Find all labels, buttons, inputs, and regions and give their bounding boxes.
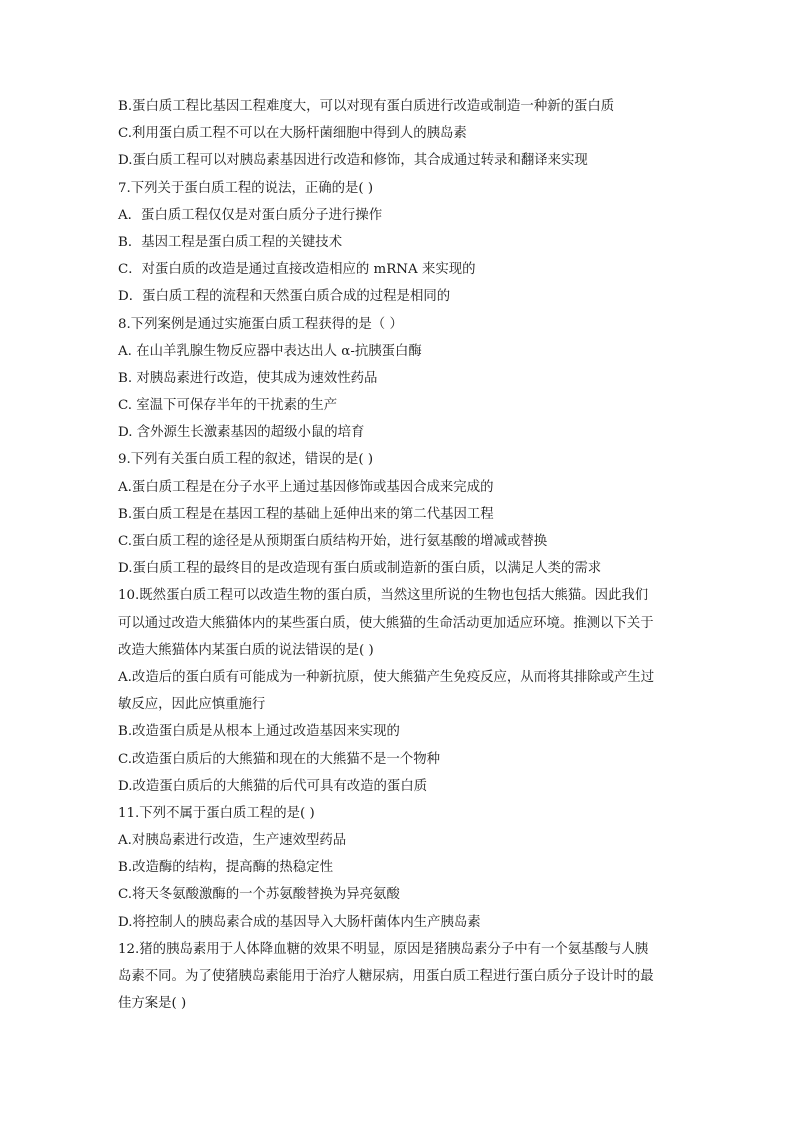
question-9-option-c: C.蛋白质工程的途径是从预期蛋白质结构开始，进行氨基酸的增减或替换 [118,534,548,549]
text-line: B.蛋白质工程比基因工程难度大，可以对现有蛋白质进行改造或制造一种新的蛋白质 [118,99,615,114]
question-10-option-c: C.改造蛋白质后的大熊猫和现在的大熊猫不是一个物种 [118,751,441,767]
question-10-option-a: A.改造后的蛋白质有可能成为一种新抗原，使大熊猫产生免疫反应，从而将其排除或产生过 [118,669,655,685]
text-line: C.利用蛋白质工程不可以在大肠杆菌细胞中得到人的胰岛素 [118,126,467,142]
question-8-option-d: D. 含外源生长激素基因的超级小鼠的培育 [118,425,365,441]
question-8-option-a: A. 在山羊乳腺生物反应器中表达出人 α-抗胰蛋白酶 [118,343,422,359]
question-12-stem-cont: 岛素不同。为了使猪胰岛素能用于治疗人糖尿病，用蛋白质工程进行蛋白质分子设计时的最 [118,969,654,984]
question-10-option-b: B.改造蛋白质是从根本上通过改造基因来实现的 [118,724,400,740]
question-9-option-d: D.蛋白质工程的最终目的是改造现有蛋白质或制造新的蛋白质，以满足人类的需求 [118,561,602,577]
question-7-stem: 7.下列关于蛋白质工程的说法，正确的是( ) [118,180,374,196]
question-10-stem-cont: 改造大熊猫体内某蛋白质的说法错误的是( ) [118,642,374,658]
question-10-stem: 10.既然蛋白质工程可以改造生物的蛋白质，当然这里所说的生物也包括大熊猫。因此我们 [118,588,649,604]
text-line: D.蛋白质工程可以对胰岛素基因进行改造和修饰，其合成通过转录和翻译来实现 [118,153,588,169]
question-8-option-b: B. 对胰岛素进行改造，使其成为速效性药品 [118,370,378,386]
question-11-stem: 11.下列不属于蛋白质工程的是( ) [118,805,315,821]
question-10-option-d: D.改造蛋白质后的大熊猫的后代可具有改造的蛋白质 [118,778,428,794]
question-12-stem-cont: 佳方案是( ) [118,996,187,1012]
question-10-stem-cont: 可以通过改造大熊猫体内的某些蛋白质，使大熊猫的生命活动更加适应环境。推测以下关于 [118,615,654,631]
question-11-option-c: C.将天冬氨酸激酶的一个苏氨酸替换为异亮氨酸 [118,887,400,903]
question-9-option-b: B.蛋白质工程是在基因工程的基础上延伸出来的第二代基因工程 [118,506,494,522]
question-content [118,93,680,1017]
question-11-option-a: A.对胰岛素进行改造，生产速效型药品 [118,833,347,849]
question-11-option-d: D.将控制人的胰岛素合成的基因导入大肠杆菌体内生产胰岛素 [118,914,481,930]
question-7-option-b: B．基因工程是蛋白质工程的关键技术 [118,234,343,250]
question-7-option-c: C．对蛋白质的改造是通过直接改造相应的 mRNA 来实现的 [118,262,476,278]
question-11-option-b: B.改造酶的结构，提高酶的热稳定性 [118,860,333,876]
question-12-stem: 12.猪的胰岛素用于人体降血糖的效果不明显，原因是猪胰岛素分子中有一个氨基酸与人胰 [118,941,649,957]
question-7-option-a: A．蛋白质工程仅仅是对蛋白质分子进行操作 [118,207,383,223]
question-8-stem: 8.下列案例是通过实施蛋白质工程获得的是（ ） [118,316,403,332]
question-8-option-c: C. 室温下可保存半年的干扰素的生产 [118,398,338,414]
question-9-stem: 9.下列有关蛋白质工程的叙述，错误的是( ) [118,452,374,468]
question-9-option-a: A.蛋白质工程是在分子水平上通过基因修饰或基因合成来完成的 [118,479,494,495]
question-10-option-a-cont: 敏反应，因此应慎重施行 [118,697,266,713]
question-7-option-d: D．蛋白质工程的流程和天然蛋白质合成的过程是相同的 [118,289,451,305]
